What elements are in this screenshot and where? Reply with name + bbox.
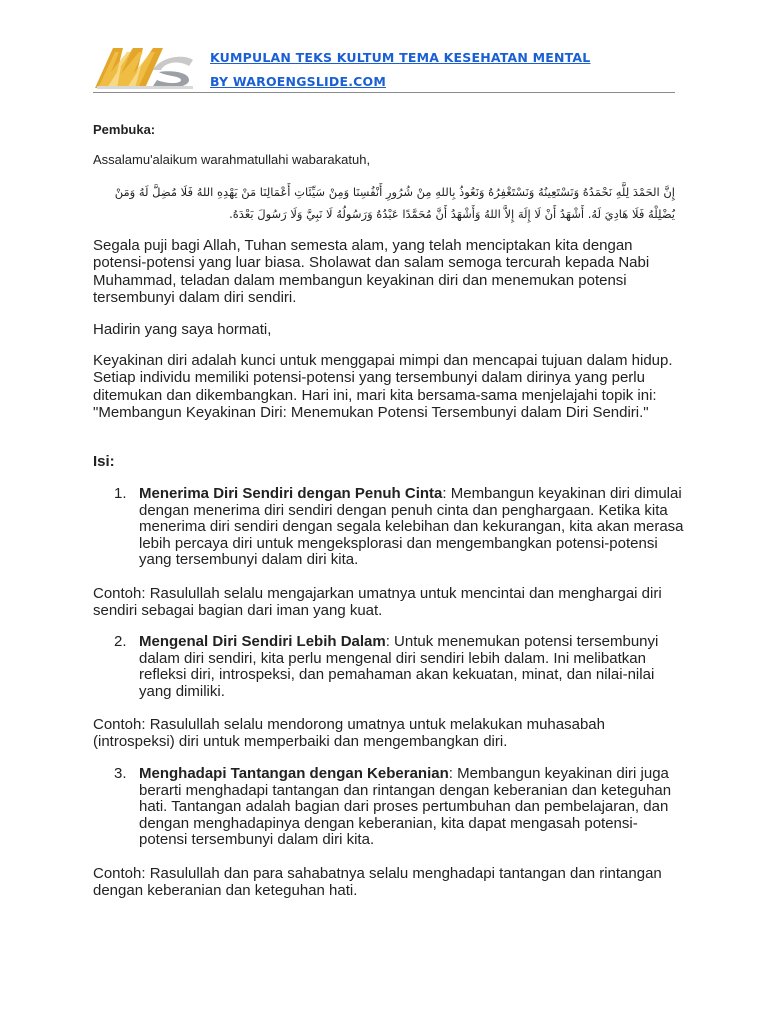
header-title-link[interactable]: KUMPULAN TEKS KULTUM TEMA KESEHATAN MENTAL	[210, 50, 591, 65]
list-item	[114, 766, 684, 849]
list-item	[114, 486, 684, 569]
paragraph-audience: Hadirin yang saya hormati,	[93, 321, 272, 338]
section-heading-isi: Isi:	[93, 453, 115, 470]
list-item-title: Menghadapi Tantangan dengan Keberanian	[139, 765, 449, 782]
opening-greeting: Assalamu'alaikum warahmatullahi wabarakatuh,	[93, 152, 371, 167]
list-item-number: 3.	[114, 765, 127, 782]
list-item-text: : Untuk menemukan potensi tersembunyi dalam diri sendiri, kita perlu mengenal diri sendiri lebih dalam. Ini melibatkan refleksi diri, introspeksi, dan pemahaman akan kekuatan, minat, dan nilai-nilai yang dimiliki.	[139, 633, 659, 700]
example-paragraph: Contoh: Rasulullah dan para sahabatnya selalu menghadapi tantangan dan rintangan dengan keberanian dan keteguhan hati.	[93, 865, 662, 900]
example-paragraph: Contoh: Rasulullah selalu mengajarkan umatnya untuk mencintai dan menghargai diri sendiri sebagai bagian dari iman yang kuat.	[93, 585, 662, 620]
header-titles	[210, 46, 590, 94]
list-item-text: : Membangun keyakinan diri juga berarti menghadapi tantangan dan rintangan dengan keberanian dan keteguhan hati. Tantangan adalah bagian dari proses pertumbuhan dan pembelajaran, dan dengan menghadapinya dengan keberanian, kita dapat mengasah potensi-potensi tersembunyi dalam diri kita.	[139, 765, 672, 849]
example-paragraph: Contoh: Rasulullah selalu mendorong umatnya untuk melakukan muhasabah (introspeksi) diri untuk memperbaiki dan mengembangkan diri.	[93, 716, 605, 751]
paragraph-praise: Segala puji bagi Allah, Tuhan semesta alam, yang telah menciptakan kita dengan potensi-potensi yang luar biasa. Sholawat dan salam semoga tercurah kepada Nabi Muhammad, teladan dalam membangun keyakinan diri dan menemukan potensi tersembunyi dalam diri sendiri.	[93, 237, 650, 306]
opening-heading: Pembuka:	[93, 122, 156, 137]
arabic-opening-text: إِنَّ الحَمْدَ لِلَّهِ نَحْمَدُهُ وَنَسْتَعِينُهُ وَنَسْتَغْفِرُهُ وَنَعُوذُ بِاللهِ مِنْ شُرُورِ أَنْفُسِنَا وَمِنْ سَيِّئَاتِ أَعْمَالِنَا مَنْ يَهْدِهِ اللهُ فَلَا مُضِلَّ لَهُ وَمَنْ يُضْلِلْهُ فَلَا هَادِيَ لَهُ. أَشْهَدُ أَنْ لَا إِلَهَ إِلاَّ اللهُ وَأَشْهَدُ أَنَّ مُحَمَّدًا عَبْدُهُ وَرَسُولُهُ لَا نَبِيَّ وَلَا رَسُولَ بَعْدَهُ.	[114, 185, 675, 221]
list-item-body	[139, 634, 684, 700]
list-item-body	[139, 486, 684, 569]
header-byline-link[interactable]: BY WAROENGSLIDE.COM	[210, 74, 386, 89]
paragraph-introduction: Keyakinan diri adalah kunci untuk menggapai mimpi dan mencapai tujuan dalam hidup. Setiap individu memiliki potensi-potensi yang tersembunyi dalam dirinya yang perlu ditemukan dan dikembangkan. Hari ini, mari kita bersama-sama menjelajahi topik ini: "Membangun Keyakinan Diri: Menemukan Potensi Tersembunyi dalam Diri Sendiri."	[93, 352, 673, 421]
list-item-number: 1.	[114, 485, 127, 502]
list-item-body	[139, 766, 684, 849]
header-divider	[93, 92, 675, 93]
list-item-title: Mengenal Diri Sendiri Lebih Dalam	[139, 633, 386, 650]
list-item-text: : Membangun keyakinan diri dimulai dengan menerima diri sendiri dengan penuh cinta dan penghargaan. Ketika kita menerima diri sendiri dengan segala kelebihan dan kekurangan, kita akan merasa lebih percaya diri untuk mengeksplorasi dan mengembangkan potensi-potensi yang tersembunyi dalam diri kita.	[139, 485, 684, 569]
list-item	[114, 634, 684, 700]
ws-logo-icon	[93, 42, 197, 90]
document-header	[93, 40, 675, 92]
list-item-number: 2.	[114, 633, 127, 650]
list-item-title: Menerima Diri Sendiri dengan Penuh Cinta	[139, 485, 443, 502]
